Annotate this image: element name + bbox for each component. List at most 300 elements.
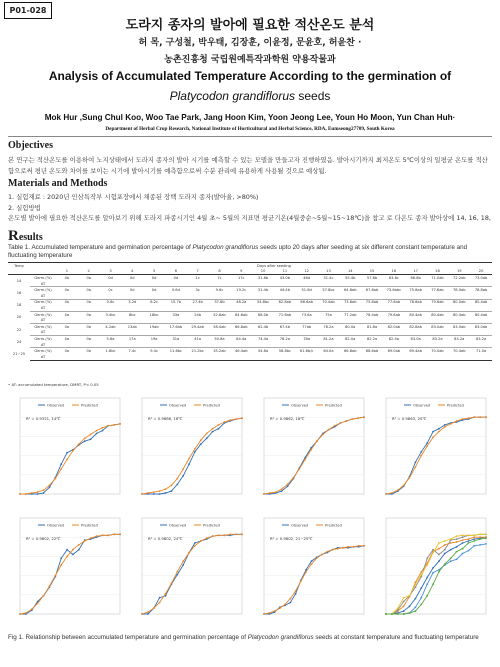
data-point [147,492,149,494]
table-cell: 83.2a [432,336,443,341]
table-temp-cell: 14 [16,279,22,284]
table-cell: 78.6ab [409,300,422,305]
table-cell [361,354,383,360]
table-row-label: Germ.(%) [34,336,52,341]
data-point [426,583,428,585]
table-day-header: 9 [230,269,252,275]
data-point [391,613,393,615]
data-point [305,571,307,573]
data-point [444,424,446,426]
table-cell: 48.2a [236,300,247,305]
data-point [188,458,190,460]
title-english: Analysis of Accumulated Temperature According to the germination of [48,69,452,83]
data-point [432,437,434,439]
data-point [485,543,487,545]
r-squared-annotation: R² = 0.9802, 24℃ [148,536,183,541]
germination-chart [374,392,490,504]
data-point [438,548,440,550]
table-cell: 0a [64,288,70,293]
data-point [432,431,434,433]
data-point [462,539,464,541]
table-cell: 0d [151,288,157,293]
table-cell: 31a [172,336,180,341]
table-row-label: AT [30,293,56,299]
table-cell: 51.6d [301,288,312,293]
data-point [420,455,422,457]
affiliation-korean: 농촌진흥청 국립원예특작과학원 약용작물과 [164,55,336,65]
data-point [468,417,470,419]
table-cell [318,354,340,360]
data-point [269,492,271,494]
r-squared-annotation: R² = 0.9863, 20℃ [392,416,427,421]
table-header-days: Days after seeding [56,263,492,269]
table-cell: 77.6ab [387,300,401,305]
r-squared-annotation: R² = 0.9802, 22℃ [26,536,61,541]
plot-frame [142,398,242,494]
data-point [403,601,405,603]
table-temp-cell: 20 [16,315,22,320]
data-point [153,493,155,495]
table-cell: 3.4bc [105,312,116,317]
germination-chart [130,512,246,624]
table-cell: 3c [195,288,200,293]
data-point [54,575,56,577]
germination-chart [252,512,368,624]
table-cell: 0d [130,288,135,293]
data-point [426,577,428,579]
table-cell: 71.0a [475,349,487,354]
data-point [347,546,349,548]
table-cell [252,354,274,360]
data-point [54,478,56,480]
data-point [311,563,313,565]
table-cell: 19.2c [236,288,247,293]
data-point [468,538,470,540]
table-cell: 46d [303,275,311,280]
data-point [415,466,417,468]
table-cell: 0a [64,349,70,354]
data-point [468,540,470,542]
data-point [432,552,434,554]
data-point [165,492,167,494]
figure-caption-pre: Fig 1. Relationship between accumulated temperature and germination percentage of [8,634,248,641]
table-row-label: Germ.(%) [34,312,52,317]
data-point [159,490,161,492]
table-temp-cell: 21~25 [12,351,26,356]
table-row [8,354,492,360]
data-point [153,607,155,609]
table-day-header: 16 [383,269,405,275]
table-cell: 71.0ab [431,275,444,280]
legend-label: Predicted [447,403,464,408]
objectives-heading: Objectives [8,140,53,151]
table-cell: 79.6ab [431,300,444,305]
table-cell [100,354,122,360]
data-point [444,553,446,555]
data-point [90,434,92,436]
table-day-header: 10 [252,269,274,275]
data-point [263,613,265,615]
data-point [462,553,464,555]
table-day-header: 2 [78,269,100,275]
data-point [456,551,458,553]
data-point [66,452,68,454]
chart-svg [8,512,124,624]
table-cell: 5.6a [106,336,115,341]
data-point [49,485,51,487]
data-point [426,564,428,566]
data-point [444,426,446,428]
table-cell: 9.4c [150,349,158,354]
table-cell [470,354,492,360]
data-point [473,536,475,538]
data-point [438,554,440,556]
table-cell: 75.6ab [409,288,422,293]
table-cell: 19ab [149,324,159,329]
table-temp-cell: 22 [16,327,22,332]
table-cell: 0.6d [171,288,180,293]
table-day-header: 4 [121,269,143,275]
data-point [432,567,434,569]
data-point [84,440,86,442]
data-point [468,534,470,536]
data-point [182,564,184,566]
data-point [188,463,190,465]
data-point [218,534,220,536]
table-cell: 69.4ab [409,349,422,354]
data-point [456,546,458,548]
table-cell: 83.2a [475,336,487,341]
data-point [102,430,104,432]
r-squared-annotation: R² = 0.9602, 21~25℃ [270,536,313,541]
table-temp-cell: 16 [16,290,22,295]
table-cell: 33a [172,312,180,317]
data-point [159,493,161,495]
data-point [316,557,318,559]
table-cell: 0a [86,300,91,305]
table-cell [339,354,361,360]
legend-label: Predicted [81,403,98,408]
data-point [96,433,98,435]
table-cell: 17a [128,336,136,341]
data-point [415,598,417,600]
data-point [403,485,405,487]
table-cell: 67.4b [279,324,291,329]
data-point [337,548,339,550]
table-cell: 21.2bc [191,349,204,354]
table-cell [121,354,143,360]
table-cell: 8bc [129,312,136,317]
data-point [182,475,184,477]
table-cell: 17.6ab [169,324,183,329]
data-point [473,545,475,547]
table-cell: 58.8bc [278,349,291,354]
table-cell: 0a [86,288,91,293]
data-point [295,590,297,592]
table-cell: 75a [325,312,332,317]
plot-frame [20,398,120,494]
table-row-label: Germ.(%) [34,288,52,293]
results-heading [8,228,43,245]
table-caption-pre: Table 1. Accumulated temperature and germination percentage of [8,244,193,251]
data-point [479,416,481,418]
data-point [468,542,470,544]
data-point [281,490,283,492]
table-cell: 62.4b [257,324,269,329]
data-point [357,417,359,419]
table-cell: 64.6ab [235,312,248,317]
r-squared-annotation: R² = 0.9862, 18℃ [270,416,305,421]
table-cell: 1.6bc [105,349,116,354]
table-cell: 0a [86,336,91,341]
data-point [72,450,74,452]
data-point [224,534,226,536]
data-point [426,557,428,559]
table-cell [187,354,209,360]
data-point [420,587,422,589]
data-point [78,544,80,546]
data-point [432,572,434,574]
data-point [462,542,464,544]
data-point [113,533,115,535]
table-row-label: Germ.(%) [34,275,52,280]
table-cell: 44.4b [279,288,291,293]
data-point [31,492,33,494]
data-point [462,418,464,420]
data-point [72,554,74,556]
data-point [66,549,68,551]
table-cell: 80.0a [345,324,356,329]
data-point [304,459,306,461]
table-cell: 81.8a [366,324,378,329]
table-cell [296,354,318,360]
table-cell: 63.8c [388,275,399,280]
table-cell: 0a [64,324,70,329]
table-row-label: Germ.(%) [34,300,52,305]
data-point [194,448,196,450]
data-point [159,597,161,599]
table-cell: 62.8ab [278,300,292,305]
r-squared-annotation: R² = 0.9321, 14℃ [26,416,61,421]
table-day-header: 6 [165,269,187,275]
data-point [332,549,334,551]
table-cell: 83.0a [410,336,421,341]
chart-svg [8,392,124,504]
data-point [450,560,452,562]
data-point [84,540,86,542]
data-point [176,571,178,573]
data-point [426,442,428,444]
data-point [438,431,440,433]
data-point [420,604,422,606]
methods-text: 온도별 발아에 필요한 적산온도를 알아보기 위해 도라지 파종시기인 4월 초~ 5월의 지표면 평균기온(4월중순~5월~15~18℃)을 참고 로 다온도 종자 발아상에 14, 16, 18, [8,214,491,222]
data-point [409,595,411,597]
table-cell: 1c [195,275,200,280]
data-point [444,563,446,565]
table-day-header: 11 [274,269,296,275]
table-cell: 83.2a [454,336,465,341]
legend-label: Predicted [325,403,342,408]
data-point [420,571,422,573]
data-point [200,443,202,445]
table-cell: 64.4a [236,336,247,341]
table-cell: 78a [303,336,311,341]
data-point [235,418,237,420]
data-point [353,546,355,548]
data-point [403,610,405,612]
data-point [147,613,149,615]
legend-label: Observed [413,403,431,408]
germination-chart [130,392,246,504]
data-point [200,540,202,542]
table-cell: 41a [194,336,202,341]
data-point [49,486,51,488]
data-point [289,598,291,600]
table-row-label: AT [30,317,56,323]
table-footnote: • AT: accumulated temperature, DMRT, P< 0.05 [8,382,99,387]
plot-frame [386,398,486,494]
data-point [409,605,411,607]
legend-label: Observed [169,523,187,528]
data-point [171,582,173,584]
data-point [420,451,422,453]
table-cell: 77.2ab [344,312,357,317]
table-cell: 70.4ab [452,349,466,354]
data-point [420,597,422,599]
data-point [182,468,184,470]
table-cell: 0.6c [106,300,115,305]
data-point [322,434,324,436]
data-point [165,488,167,490]
data-point [66,556,68,558]
data-point [268,612,270,614]
table-cell: 82.0a [345,336,356,341]
data-point [426,595,428,597]
data-point [438,571,440,573]
table-cell: 83.0ab [474,324,488,329]
table-cell: 55.4b [345,275,356,280]
table-cell [427,354,449,360]
germination-chart [252,392,368,504]
data-point [90,537,92,539]
table-cell: 58.4ab [213,324,226,329]
table-cell: 70.4ab [322,300,335,305]
table-cell [56,354,78,360]
data-point [43,489,45,491]
table-cell: 0a [86,312,91,317]
data-point [444,544,446,546]
table-day-header: 5 [143,269,165,275]
data-point [171,485,173,487]
table-cell: 35.2ab [213,349,226,354]
table-cell: 67.8ab [365,288,379,293]
legend-label: Observed [291,403,309,408]
table-cell: 61.6b/c [299,349,314,354]
table-day-header: 20 [470,269,492,275]
data-point [432,549,434,551]
table-cell [448,354,470,360]
data-point [165,593,167,595]
table-row-label: AT [30,342,56,348]
data-point [107,425,109,427]
data-point [194,451,196,453]
table-cell: 7.4c [128,349,137,354]
table-cell: 75.8ab [365,300,379,305]
results-heading-rest: esults [18,232,43,243]
data-point [188,552,190,554]
data-point [241,417,243,419]
r-squared-annotation: R² = 0.9686, 16℃ [148,416,183,421]
table-cell: 80.4ab [431,312,444,317]
objectives-text: 본 연구는 적산온도를 이용하여 노지상태에서 도라지 종자의 발아 시기를 예측할 수 있는 모델을 만들고자 진행하였음. 발아시기까지 최저온도 5℃이상의 일평균 온도를 적산함으로써 평년 온도와 차이를 보이는 시기에 발아시기를 예측함으로써 수분 관리에 유용하게 사용될 것으로 예상됨. [8,156,488,175]
data-point [479,538,481,540]
table-cell: 80.0ab [452,300,466,305]
table-row-label: AT [30,305,56,311]
table-day-header: 12 [296,269,318,275]
data-point [96,535,98,537]
data-point [415,586,417,588]
table-cell: 83.0ab [431,324,444,329]
data-point [171,490,173,492]
data-point [468,550,470,552]
table-cell [274,354,296,360]
data-point [275,491,277,493]
data-point [450,538,452,540]
data-point [119,423,121,425]
data-point [153,491,155,493]
table-cell: 82.0ab [387,324,401,329]
data-point [450,549,452,551]
data-point [206,537,208,539]
table-cell: 73.0ab [474,275,488,280]
table-caption [8,244,492,260]
figure-caption-species: Platycodon grandiflorus [247,634,314,641]
table-cell: 82.8ab [409,324,422,329]
chart-svg [252,512,368,624]
table-cell: 66.8ab [344,349,357,354]
table-cell: 78.8ab [474,288,488,293]
data-point [450,557,452,559]
data-point [37,493,39,495]
chart-svg [374,392,490,504]
table-cell [405,354,427,360]
data-point [295,593,297,595]
legend-label: Observed [47,403,65,408]
table-cell [383,354,405,360]
data-point [409,477,411,479]
table-cell: 8.2c [150,300,158,305]
data-point [229,419,231,421]
data-point [310,449,312,451]
data-point [409,612,411,614]
data-point [66,459,68,461]
data-point [102,534,104,536]
data-point [358,545,360,547]
legend-label: Observed [169,403,187,408]
data-point [289,602,291,604]
table-cell: 0d [173,275,179,280]
table-day-header: 17 [405,269,427,275]
table-cell: 0a [86,324,91,329]
data-point [403,605,405,607]
table-day-header: 19 [448,269,470,275]
methods-item2: 2. 실험방법 [8,204,41,212]
data-point [141,493,143,495]
data-point [107,534,109,536]
table-cell: 80.4ab [409,312,422,317]
table-cell: 74.4a [257,336,269,341]
plot-frame [264,518,364,614]
